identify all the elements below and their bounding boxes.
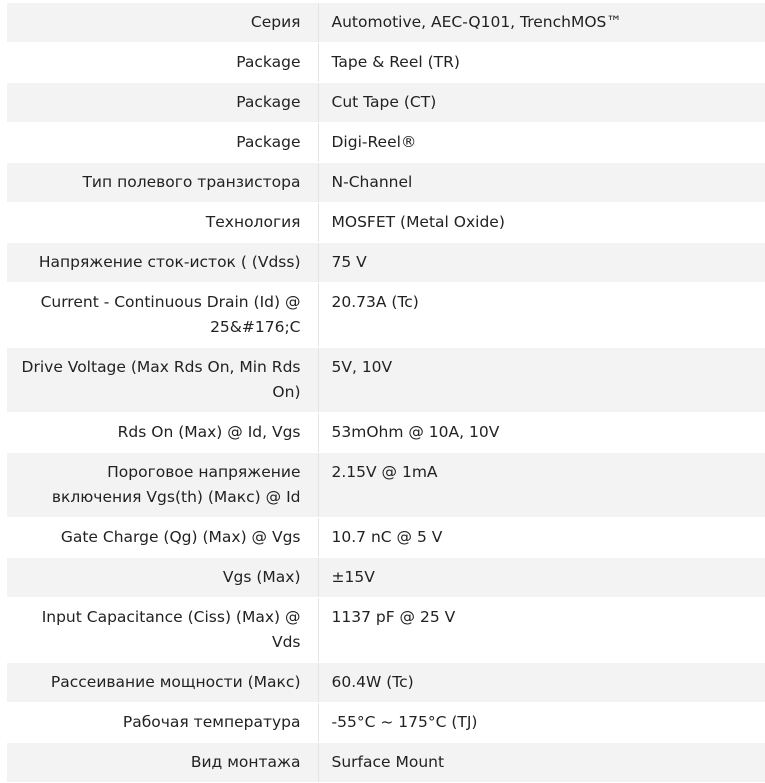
spec-row-package-digireel xyxy=(7,123,765,163)
spec-label: Gate Charge (Qg) (Max) @ Vgs xyxy=(7,518,318,558)
spec-label: Напряжение сток-исток ( (Vdss) xyxy=(7,243,318,283)
spec-row-package-tr xyxy=(7,43,765,83)
spec-value: 20.73A (Tc) xyxy=(318,283,765,348)
spec-label: Vgs (Max) xyxy=(7,558,318,598)
spec-value: Automotive, AEC-Q101, TrenchMOS™ xyxy=(318,3,765,43)
spec-value: 60.4W (Tc) xyxy=(318,663,765,703)
spec-value: MOSFET (Metal Oxide) xyxy=(318,203,765,243)
spec-label: Current - Continuous Drain (Id) @ 25&#176;C xyxy=(7,283,318,348)
spec-label: Package xyxy=(7,43,318,83)
spec-value: 5V, 10V xyxy=(318,348,765,413)
spec-label: Package xyxy=(7,83,318,123)
spec-label: Drive Voltage (Max Rds On, Min Rds On) xyxy=(7,348,318,413)
spec-value: ±15V xyxy=(318,558,765,598)
spec-label: Input Capacitance (Ciss) (Max) @ Vds xyxy=(7,598,318,663)
spec-row-vgs-th xyxy=(7,453,765,518)
spec-value: Tape & Reel (TR) xyxy=(318,43,765,83)
spec-value: Digi-Reel® xyxy=(318,123,765,163)
spec-table xyxy=(7,3,765,783)
spec-label: Тип полевого транзистора xyxy=(7,163,318,203)
spec-value: 10.7 nC @ 5 V xyxy=(318,518,765,558)
spec-value: Cut Tape (CT) xyxy=(318,83,765,123)
spec-value: 1137 pF @ 25 V xyxy=(318,598,765,663)
spec-row-continuous-drain xyxy=(7,283,765,348)
spec-value: N-Channel xyxy=(318,163,765,203)
spec-row-package-ct xyxy=(7,83,765,123)
spec-label: Пороговое напряжение включения Vgs(th) (Макс) @ Id xyxy=(7,453,318,518)
spec-label: Rds On (Max) @ Id, Vgs xyxy=(7,413,318,453)
spec-value: 2.15V @ 1mA xyxy=(318,453,765,518)
spec-row-technology xyxy=(7,203,765,243)
spec-value: 75 V xyxy=(318,243,765,283)
spec-row-vgs-max xyxy=(7,558,765,598)
spec-label: Package xyxy=(7,123,318,163)
spec-label: Технология xyxy=(7,203,318,243)
spec-value: -55°C ~ 175°C (TJ) xyxy=(318,703,765,743)
spec-row-gate-charge xyxy=(7,518,765,558)
spec-row-drive-voltage xyxy=(7,348,765,413)
spec-row-operating-temperature xyxy=(7,703,765,743)
spec-row-rds-on xyxy=(7,413,765,453)
spec-row-fet-type xyxy=(7,163,765,203)
spec-label: Рассеивание мощности (Макс) xyxy=(7,663,318,703)
spec-value: 53mOhm @ 10A, 10V xyxy=(318,413,765,453)
spec-row-input-capacitance xyxy=(7,598,765,663)
spec-row-vdss xyxy=(7,243,765,283)
spec-label: Серия xyxy=(7,3,318,43)
spec-row-series xyxy=(7,3,765,43)
spec-label: Вид монтажа xyxy=(7,743,318,783)
spec-label: Рабочая температура xyxy=(7,703,318,743)
spec-row-power-dissipation xyxy=(7,663,765,703)
spec-value: Surface Mount xyxy=(318,743,765,783)
spec-row-mounting-type xyxy=(7,743,765,783)
